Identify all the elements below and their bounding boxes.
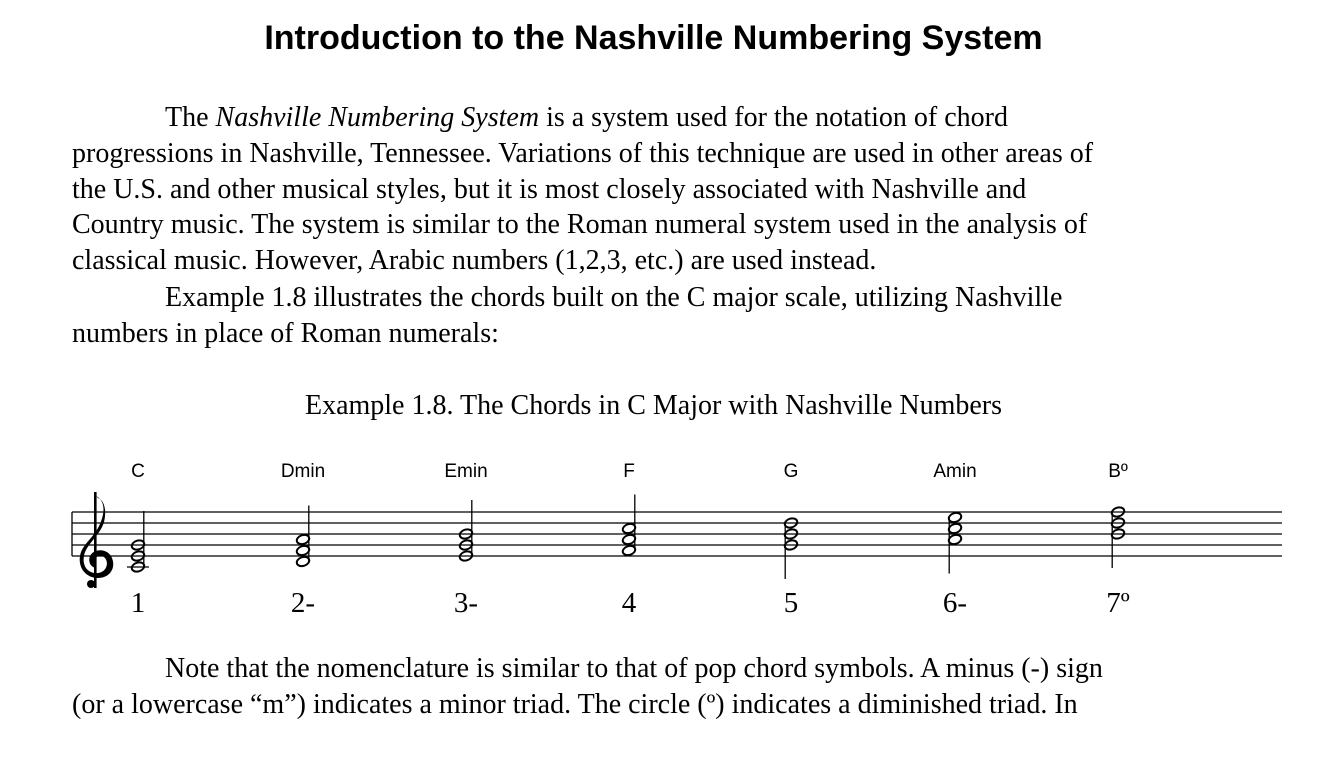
paragraph-line: classical music. However, Arabic numbers (1,2,3, etc.) are used instead. xyxy=(72,245,877,277)
paragraph-line xyxy=(72,100,1272,136)
nashville-number: 1 xyxy=(130,587,146,619)
nashville-numbers xyxy=(131,587,1130,619)
chord-symbol: Amin xyxy=(933,461,977,482)
paragraph-line: Note that the nomenclature is similar to that of pop chord symbols. A minus (-) sign xyxy=(165,653,1103,684)
intro-paragraph xyxy=(72,100,1272,279)
half-note-head xyxy=(948,511,963,523)
treble-clef-icon xyxy=(80,492,114,588)
paragraph-line: progressions in Nashville, Tennessee. Variations of this technique are used in other areas of xyxy=(72,137,1094,169)
half-note-head xyxy=(296,555,311,567)
nashville-number: 4 xyxy=(621,587,637,619)
nashville-number: 6- xyxy=(942,587,968,619)
page-title: Introduction to the Nashville Numbering System xyxy=(264,19,1043,57)
nashville-number: 7º xyxy=(1106,587,1130,619)
italic-term: Nashville Numbering System xyxy=(215,102,540,133)
paragraph-line: Country music. The system is similar to the Roman numeral system used in the analysis of xyxy=(72,209,1088,241)
chord-symbol: F xyxy=(623,461,635,482)
nashville-number: 2- xyxy=(290,587,316,619)
chord-symbol: C xyxy=(131,461,145,482)
example-caption: Example 1.8. The Chords in C Major with Nashville Numbers xyxy=(304,390,1003,421)
text-run: is a system used for the notation of chord xyxy=(539,102,1008,133)
example-intro-paragraph xyxy=(72,280,1272,352)
paragraph-line: the U.S. and other musical styles, but it is most closely associated with Nashville and xyxy=(72,173,1027,205)
chord-symbol: Bº xyxy=(1108,461,1128,482)
text-run: The xyxy=(165,102,216,133)
chord-notes xyxy=(127,495,1125,580)
chord-symbols xyxy=(131,461,1128,482)
music-staff-example xyxy=(0,440,1333,630)
half-note-head xyxy=(622,544,637,556)
staff-lines xyxy=(72,512,1282,556)
chord-symbol: G xyxy=(783,461,799,482)
paragraph-line: Example 1.8 illustrates the chords built on the C major scale, utilizing Nashville xyxy=(165,282,1063,313)
chord-symbol: Emin xyxy=(444,461,488,482)
paragraph-line: numbers in place of Roman numerals: xyxy=(72,317,499,349)
nashville-number: 5 xyxy=(783,587,799,619)
note-paragraph xyxy=(72,651,1272,723)
chord-symbol: Dmin xyxy=(280,461,326,482)
nashville-number: 3- xyxy=(453,587,479,619)
paragraph-line: (or a lowercase “m”) indicates a minor triad. The circle (º) indicates a diminished triad. In xyxy=(72,688,1078,720)
